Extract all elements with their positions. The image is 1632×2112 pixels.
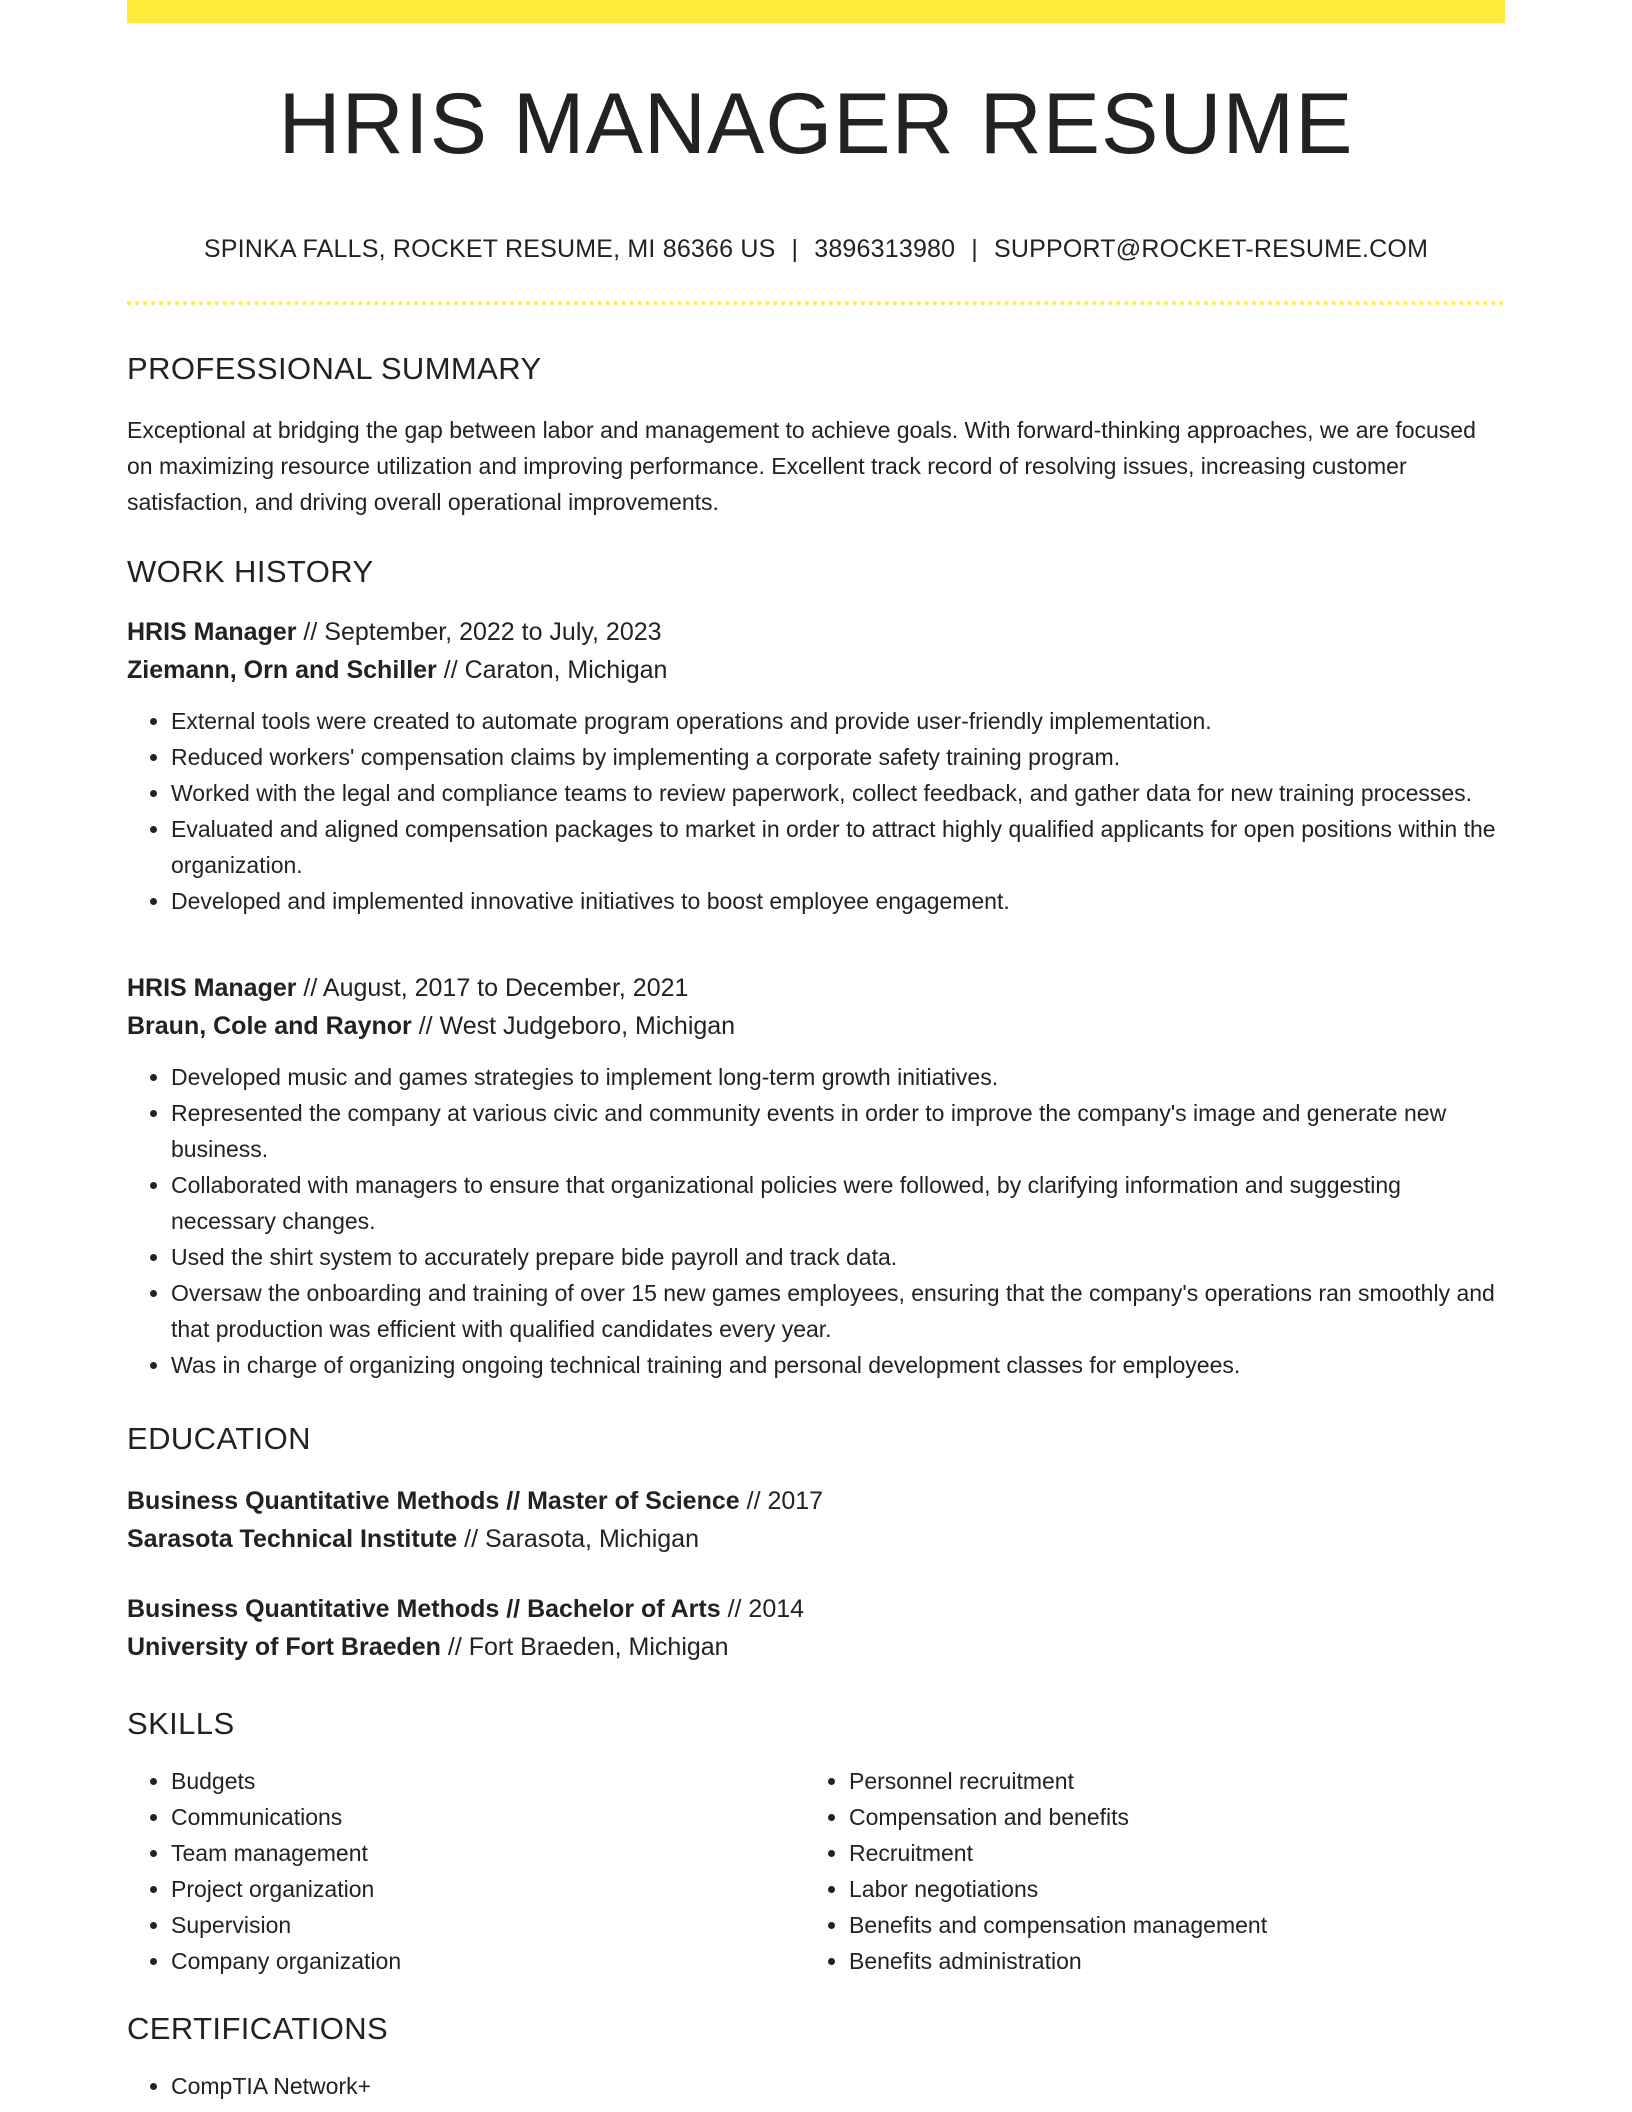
work-history-heading: WORK HISTORY: [127, 554, 374, 589]
list-item: • Evaluated and aligned compensation packages to market in order to attract highly qualified applicants for open positions within the organization.: [171, 811, 1505, 883]
list-item: • External tools were created to automate program operations and provide user-friendly implementation.: [171, 703, 1505, 739]
contact-separator: |: [971, 235, 978, 263]
school: University of Fort Braeden: [127, 1633, 441, 1661]
job-bullets: [127, 703, 1505, 919]
skill-item: • Project organization: [171, 1871, 805, 1907]
certification-item: • CompTIA Network+: [171, 2068, 1505, 2104]
degree-year: // 2017: [739, 1487, 824, 1515]
degree-year: // 2014: [720, 1595, 805, 1623]
skills-column-left: [127, 1763, 805, 1979]
resume-title: HRIS MANAGER RESUME: [278, 76, 1354, 172]
skill-item: • Personnel recruitment: [849, 1763, 1483, 1799]
degree-line: [127, 1482, 1505, 1520]
contact-line: [127, 237, 1505, 262]
skill-item: • Compensation and benefits: [849, 1799, 1483, 1835]
job-dates: // August, 2017 to December, 2021: [296, 974, 689, 1002]
job-entry: [127, 969, 1505, 1383]
certifications-list: [127, 2068, 1505, 2104]
degree: Business Quantitative Methods // Bachelor of Arts: [127, 1595, 721, 1623]
contact-email: SUPPORT@ROCKET-RESUME.COM: [993, 235, 1429, 263]
job-role: HRIS Manager: [127, 974, 297, 1002]
contact-address: SPINKA FALLS, ROCKET RESUME, MI 86366 US: [203, 235, 776, 263]
certifications-heading: CERTIFICATIONS: [127, 2011, 389, 2046]
skill-item: • Budgets: [171, 1763, 805, 1799]
skills-column-right: [805, 1763, 1483, 1979]
degree-line: [127, 1590, 1505, 1628]
skill-item: • Supervision: [171, 1907, 805, 1943]
list-item: • Represented the company at various civic and community events in order to improve the company's image and generate new business.: [171, 1095, 1505, 1167]
list-item: • Developed music and games strategies to implement long-term growth initiatives.: [171, 1059, 1505, 1095]
list-item: • Worked with the legal and compliance teams to review paperwork, collect feedback, and gather data for new training processes.: [171, 775, 1505, 811]
list-item: • Collaborated with managers to ensure that organizational policies were followed, by clarifying information and suggesting necessary changes.: [171, 1167, 1505, 1239]
summary-heading: PROFESSIONAL SUMMARY: [127, 351, 542, 386]
list-item: • Reduced workers' compensation claims by implementing a corporate safety training program.: [171, 739, 1505, 775]
list-item: • Oversaw the onboarding and training of over 15 new games employees, ensuring that the company's operations ran smoothly and that production was efficient with qualified candidates every year.: [171, 1275, 1505, 1347]
job-company: Braun, Cole and Raynor: [127, 1012, 412, 1040]
job-location: // Caraton, Michigan: [436, 656, 668, 684]
summary-text: Exceptional at bridging the gap between labor and management to achieve goals. With forward-thinking approaches, we are focused on maximizing resource utilization and improving performance. Excellent track record of resolving issues, increasing customer satisfaction, and driving overall operational improvements.: [127, 417, 1476, 515]
header-divider: [127, 301, 1505, 305]
skill-item: • Team management: [171, 1835, 805, 1871]
school-location: // Sarasota, Michigan: [457, 1525, 699, 1553]
job-dates: // September, 2022 to July, 2023: [296, 618, 662, 646]
skill-item: • Communications: [171, 1799, 805, 1835]
skill-item: • Benefits and compensation management: [849, 1907, 1483, 1943]
job-entry: [127, 613, 1505, 919]
job-company: Ziemann, Orn and Schiller: [127, 656, 437, 684]
education-entry: [127, 1590, 1505, 1666]
job-title-line: [127, 613, 1505, 651]
job-company-line: [127, 651, 1505, 689]
top-accent-bar: [127, 0, 1505, 23]
school-location: // Fort Braeden, Michigan: [440, 1633, 729, 1661]
education-heading: EDUCATION: [127, 1421, 311, 1456]
degree: Business Quantitative Methods // Master of Science: [127, 1487, 740, 1515]
list-item: • Developed and implemented innovative initiatives to boost employee engagement.: [171, 883, 1505, 919]
education-entry: [127, 1482, 1505, 1558]
list-item: • Used the shirt system to accurately prepare bide payroll and track data.: [171, 1239, 1505, 1275]
contact-phone: 3896313980: [814, 235, 956, 263]
job-location: // West Judgeboro, Michigan: [411, 1012, 736, 1040]
school-line: [127, 1520, 1505, 1558]
job-title-line: [127, 969, 1505, 1007]
skills-heading: SKILLS: [127, 1706, 235, 1741]
job-company-line: [127, 1007, 1505, 1045]
skill-item: • Labor negotiations: [849, 1871, 1483, 1907]
contact-separator: |: [791, 235, 799, 263]
skill-item: • Benefits administration: [849, 1943, 1483, 1979]
resume-page: [127, 0, 1505, 2104]
skill-item: • Recruitment: [849, 1835, 1483, 1871]
job-bullets: [127, 1059, 1505, 1383]
skills-grid: [127, 1763, 1505, 1979]
school-line: [127, 1628, 1505, 1666]
school: Sarasota Technical Institute: [127, 1525, 458, 1553]
job-role: HRIS Manager: [127, 618, 297, 646]
skill-item: • Company organization: [171, 1943, 805, 1979]
list-item: • Was in charge of organizing ongoing technical training and personal development classes for employees.: [171, 1347, 1505, 1383]
